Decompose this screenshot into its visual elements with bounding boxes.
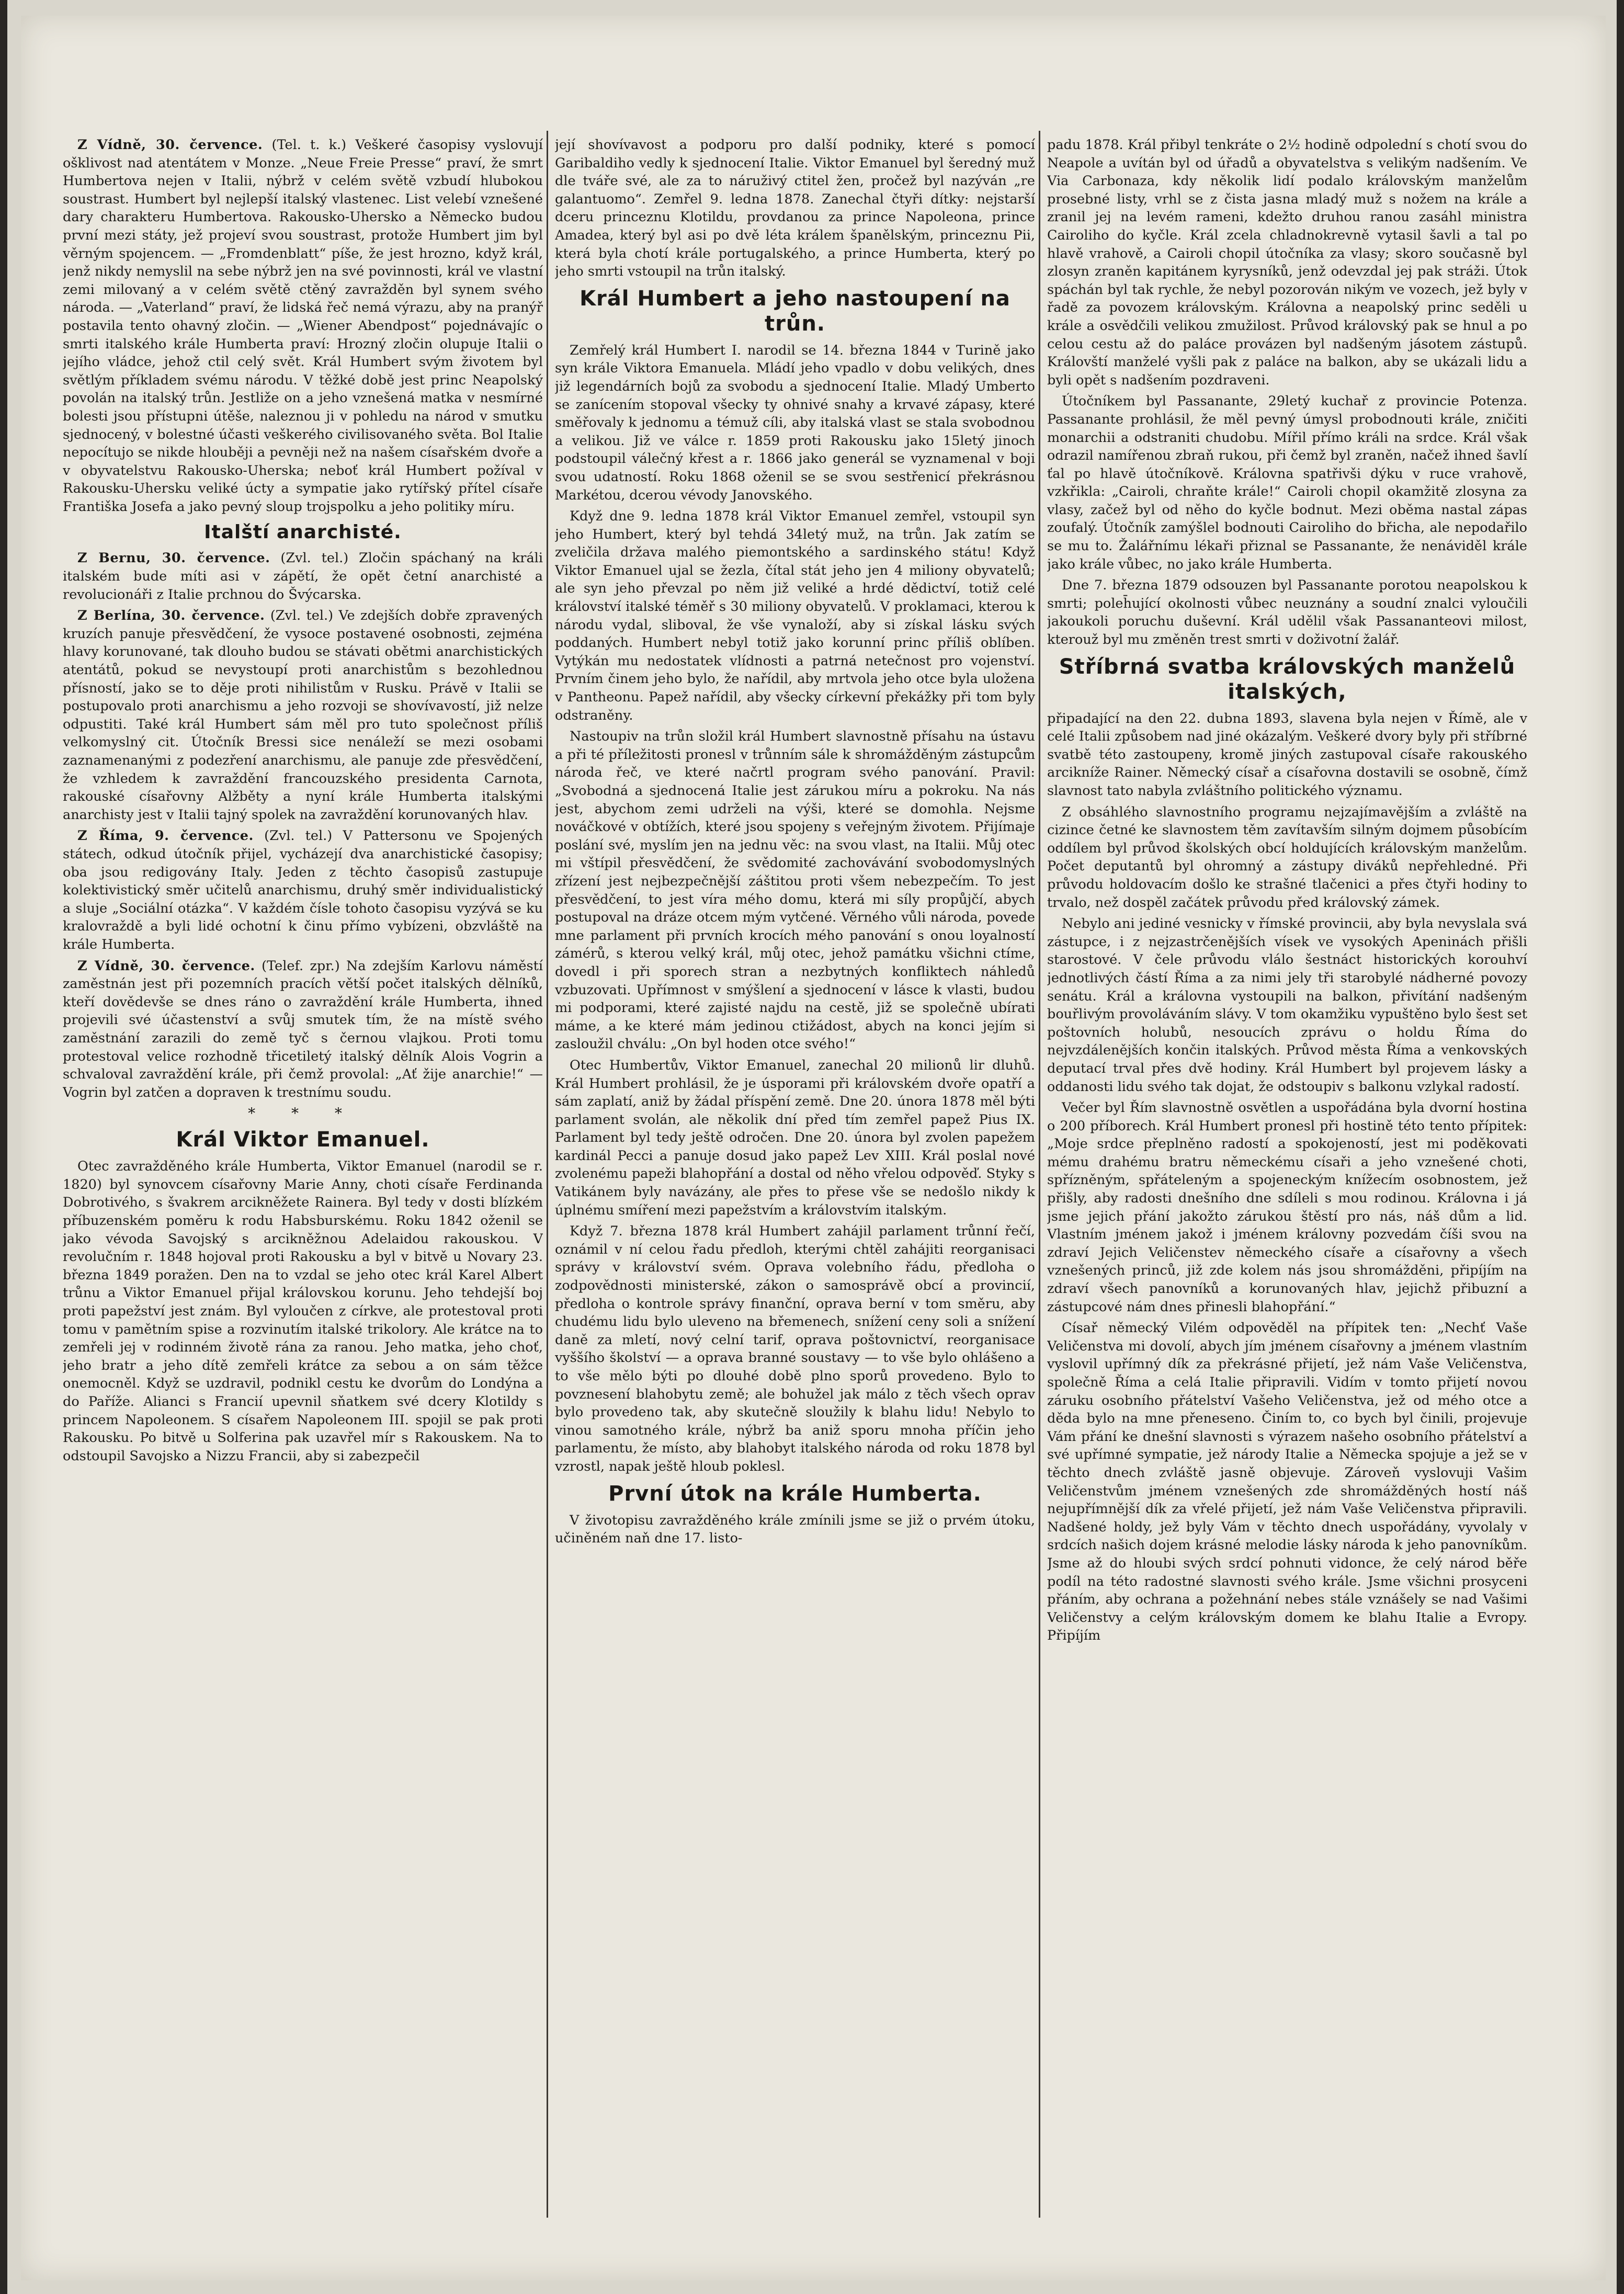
paragraph-text: Útočníkem byl Passanante, 29letý kuchař z provincie Potenza. Passanante prohlásil, že měl pevný úmysl probodnouti krále, zničiti monarchii a odstraniti chudobu. Mířil přímo králi na srdce. Král však odrazil namířenou zbraň rukou, při čemž byl zraněn, načež ihned šavlí ťal po hlavě útočníkově. Královna spatřivši dýku v ruce vrahově, vzkřikla: „Cairoli, chraňte krále!“ Cairoli chopil okamžitě zlosyna za vlasy, začež byl od něho do kyčle bodnut. Mezi oběma nastal zápas zoufalý. Útočník zamýšlel bodnouti Cairoliho do břicha, ale nepodařilo se mu to. Žalářnímu lékaři přiznal se Passanante, že nenáviděl krále jako krále vůbec, no jako krále Humberta. <box>1047 393 1527 572</box>
section-heading: Italští anarchisté. <box>204 521 402 543</box>
section-heading: Král Viktor Emanuel. <box>176 1128 430 1152</box>
article-paragraph <box>555 728 1035 1053</box>
paragraph-text: Otec Humbertův, Viktor Emanuel, zanechal 20 milionů lir dluhů. Král Humbert prohlásil, že je úsporami při královském dvoře opatří a sám zaplatí, aniž by žádal příspění země. Dne 20. února 1878 měl býti parlament svolán, ale několik dní před tím zemřel papež Pius IX. Parlament byl tedy ještě odročen. Dne 20. února byl zvolen papežem kardinál Pecci a panuje dosud jako papež Lev XIII. Král poslal nové zvolenému papeži blahopřání a dostal od něho vřelou odpověď. Styky s Vatikánem byly navázány, ale přes to přese vše se nedošlo nikdy k úplnému smíření mezi papežstvím a královstvím italským. <box>555 1057 1035 1218</box>
dateline: Z Berlína, 30. července. <box>77 608 265 624</box>
article-paragraph <box>1047 915 1527 1096</box>
section-heading: Stříbrná svatba královských manželů italských, <box>1059 654 1516 704</box>
article-columns <box>63 136 1527 2223</box>
paragraph-text: Večer byl Řím slavnostně osvětlen a uspořádána byla dvorní hostina o 200 příborech. Král Humbert pronesl při hostině této tento přípitek: „Moje srdce přeplněno radostí a spokojeností, jest mi poděkovati mému drahému bratru německému císaři a jeho vznešené choti, spřízněným, spřáteleným a spojeneckým knížecím osobnostem, jež přišly, aby radosti dnešního dne sdíleli s mou rodinou. Královna i já jsme jejich přání jakožto zárukou štěstí pro nás, náš dům a lid. Vlastním jménem jakož i jménem královny pozvedám číši svou na zdraví Jejich Veličenstev německého císaře a císařovny a všech vznešených princů, již zde kolem nás jsou shromážděni, připíjím na zdraví všech panovníků a korunovaných hlav, jejichž přibuzní a zástupcové nám dnes přinesli blahopřání.“ <box>1047 1100 1527 1315</box>
article-paragraph <box>63 549 543 604</box>
paragraph-text: její shovívavost a podporu pro další podniky, které s pomocí Garibaldiho vedly k sjednocení Italie. Viktor Emanuel byl šeredný muž dle tváře své, ale za to náruživý ctitel žen, pročež byl nazýván „re galantuomo“. Zemřel 9. ledna 1878. Zanechal čtyři dítky: nejstarší dceru princeznu Klotildu, provdanou za prince Napoleona, prince Amadea, který byl asi po dvě léta králem španělským, princeznu Pii, která byla chotí krále portugalského, a prince Humberta, který po jeho smrti vstoupil na trůn italský. <box>555 137 1035 280</box>
paragraph-text: (Telef. zpr.) Na zdejším Karlovu náměstí zaměstnán jest při pozemních pracích větší počet italských dělníků, kteří dovědevše se dnes ráno o zavraždění krále Humberta, ihned projevili své účastenství a svůj smutek tím, že na místě svého zaměstnání zarazili do země tyč s černou vlajkou. Proti tomu protestoval velice rozhodně třicetiletý italský dělník Alois Vogrin a schvaloval zavraždění krále, při čemž provolal: „Ať žije anarchie!“ — Vogrin byl zatčen a dopraven k trestnímu soudu. <box>63 958 543 1100</box>
dateline: Z Bernu, 30. července. <box>77 550 270 566</box>
article-paragraph <box>555 1512 1035 1548</box>
paragraph-text: padu 1878. Král přibyl tenkráte o 2½ hodině odpolední s chotí svou do Neapole a uvítán byl od úřadů a obyvatelstva s velikým nadšením. Ve Via Carbonaza, kdy několik lidí podalo královským manželům prosebné listy, vrhl se z čista jasna mladý muž s nožem na krále a zranil jej na levém rameni, kdežto druhou ranou zasáhl ministra Cairoliho do kyčle. Král zcela chladnokrevně vytasil šavli a tal po hlavě vrahově, a Cairoli chopil útočníka za vlasy; skoro současně byl zlosyn zraněn kapitánem kyrysníků, jenž odevzdal jej pak stráži. Útok spáchán byl tak rychle, že nebyl pozorován nikým ve vozech, jež byly v řadě za povozem královským. Královna a neapolský princ seděli u krále a osvědčili velikou zmužilost. Průvod královský pak se hnul a po celou cestu až do paláce provázen byl nadšeným jásotem zástupů. Královští manželé vyšli pak z paláce na balkon, aby se ukázali lidu a byli opět s nadšením pozdraveni. <box>1047 137 1527 388</box>
paragraph-text: (Zvl. tel.) Zločin spáchaný na králi italském bude míti asi v zápětí, že opět četní anarchisté a revolucionáři z Italie prchnou do Švýcarska. <box>63 550 543 603</box>
article-paragraph <box>555 136 1035 281</box>
paragraph-text: Otec zavražděného krále Humberta, Viktor Emanuel (narodil se r. 1820) byl synovcem císařovny Marie Anny, choti císaře Ferdinanda Dobrotivého, s švakrem arcikněžete Rainera. Byl tedy v dosti blízkém příbuzenském poměru k rodu Habsburskému. Roku 1842 oženil se jako vévoda Savojský s arcikněžnou Adelaidou rakouskou. V revolučním r. 1848 hojoval proti Rakousku a byl v bitvě u Novary 23. března 1849 poražen. Den na to vzdal se jeho otec král Karel Albert trůnu a Viktor Emanuel přijal královskou korunu. Jeho tehdejší boj proti papežství jest znám. Byl vyloučen z církve, ale protestoval proti tomu v pamětním spise a rozvinutím italské trikolory. Ale krátce na to zemřeli jej v rodinném životě rána za ranou. Jeho matka, jeho choť, jeho bratr a jeho dítě zemřeli krátce za sebou a on sám těžce onemocněl. Když se uzdravil, podnikl cestu ke dvorům do Londýna a do Paříže. Alianci s Francií upevnil sňatkem své dcery Klotildy s princem Napoleonem. S císařem Napoleonem III. spojil se pak proti Rakousku. Po bitvě u Solferina pak uzavřel mír s Rakouskem. Na to odstoupil Savojsko a Nizzu Francii, aby si zabezpečil <box>63 1159 543 1464</box>
paragraph-text: Když dne 9. ledna 1878 král Viktor Emanuel zemřel, vstoupil syn jeho Humbert, který byl tehdá 34letý muž, na trůn. Jak zatím se zveličila država malého piemontského a sardinského státu! Když Viktor Emanuel ujal se žezla, čítal stát jeho jen 4 miliony obyvatelů; ale syn jeho převzal po něm již veliké a hrdé dědictví, totiž celé království italské téměř s 30 miliony obyvatelů. V proklamaci, kterou k národu vydal, sliboval, že vše vynaloží, aby si získal lásku svých poddaných. Humbert nebyl totiž jako korunní princ příliš oblíben. Vytýkán mu nedostatek vlídnosti a patrná netečnost pro vojenství. Prvním činem jeho bylo, že nařídil, aby mrtvola jeho otce byla uložena v Pantheonu. Papež nařídil, aby všecky církevní překážky při tom byly odstraněny. <box>555 508 1035 723</box>
article-paragraph <box>63 827 543 953</box>
paragraph-text: (Zvl. tel.) Ve zdejších dobře zpravených kruzích panuje přesvědčení, že vysoce postavené osobnosti, zejména hlavy korunované, tak dlouho budou se stávati obětmi anarchistických atentátů, pokud se nevystoupí proti anarchistům s bezohlednou přísností, jako se to děje proti nihilistům v Rusku. Právě v Italii se postupovalo proti anarchismu a jeho rozvoji se shovívavostí, již nelze odpustiti. Také král Humbert sám měl pro tuto společnost příliš velkomyslný cit. Útočník Bressi sice nenáleží se mezi osobami zaznamenanými z podezření anarchismu, ale panuje zde přesvědčení, že vzhledem k zavraždění francouzského presidenta Carnota, rakouské císařovny Alžběty a nyní krále Humberta italskými anarchisty jest v Italii tajný spolek na zavraždění korunovaných hlav. <box>63 608 543 823</box>
article-paragraph <box>1047 1319 1527 1645</box>
section-heading: Král Humbert a jeho nastoupení na trůn. <box>580 286 1010 336</box>
article-paragraph <box>555 1057 1035 1219</box>
article-paragraph <box>1047 1099 1527 1316</box>
paragraph-text: Nebylo ani jediné vesnicky v římské provincii, aby byla nevyslala svá zástupce, i z nejzastrčenějších vísek ve vysokých Apeninách přišli starostové. V čele průvodu vlálo šestnáct historických korouhví jednotlivých částí Říma a za nimi jely tři starobylé nádherné povozy senátu. Král a královna vystoupili na balkon, přivítání nadšeným bouřlivým provoláváním slávy. V tom okamžiku vypuštěno bylo šest set poštovních holubů, nesoucích zprávu o holdu Říma do nejvzdálenějších končin italských. Průvod města Říma a venkovských deputací trval přes dvě hodiny. Král Humbert byl projevem lásky a oddanosti lidu svého tak dojat, že odstoupiv s balkonu vzlykal radostí. <box>1047 916 1527 1095</box>
article-paragraph <box>63 1157 543 1465</box>
article-paragraph <box>63 136 543 516</box>
article-paragraph <box>555 342 1035 504</box>
column-2 <box>555 136 1035 2223</box>
section-heading: První útok na krále Humberta. <box>608 1481 982 1506</box>
article-paragraph <box>1047 710 1527 800</box>
dateline: Z Vídně, 30. července. <box>77 137 263 153</box>
dateline: Z Říma, 9. července. <box>77 828 254 844</box>
paragraph-text: Nastoupiv na trůn složil král Humbert slavnostně přísahu na ústavu a při té příležitosti pronesl v trůnním sále k shromážděným zástupcům národa řeč, ve které načrtl program svého panování. Pravil: „Svobodná a sjednocená Italie jest zárukou míru a pokroku. Na nás jest, abychom zemi udrželi na výši, které se domohla. Nejsme nováčkové v obtížích, které jsou spojeny s veřejným životem. Přijímaje poslání své, myslím jen na jednu věc: na svou vlast, na Italii. Můj otec mi vštípil přesvědčení, že svědomité zachovávání svobodomyslných zřízení jest nejbezpečnější záštitou proti všem nebezpečím. To jest přesvědčení, to jest víra mého domu, která mi síly propůjčí, abych postupoval na dráze otcem mým vytčené. Věrného vůli národa, povede mne parlament při prvních krocích mého panování s onou loyalností zámérů, s kterou velký král, můj otec, jehož památku všichni ctíme, dovedl i při sporech stran a nezbytných konfliktech náhledů vzbuzovati. Upřímnost v smýšlení a sjednocení v lásce k vlasti, budou mi podporami, které zajisté najdu na cestě, již se společně ubírati máme, a ke které mám jedinou ctižádost, abych na konci jejím si zasloužil chválu: „On byl hoden otce svého!“ <box>555 729 1035 1052</box>
paragraph-text: V životopisu zavražděného krále zmínili jsme se již o prvém útoku, učiněném naň dne 17. listo- <box>555 1512 1035 1547</box>
article-paragraph <box>1047 576 1527 649</box>
section-divider-stars: * * * <box>248 1105 358 1122</box>
dateline: Z Vídně, 30. července. <box>77 958 255 974</box>
column-3 <box>1047 136 1527 2223</box>
article-paragraph <box>63 607 543 824</box>
article-paragraph <box>1047 392 1527 573</box>
paragraph-text: připadající na den 22. dubna 1893, slavena byla nejen v Římě, ale v celé Italii způsobem nad jiné okázalým. Veškeré dvory byly při stříbrné svatbě této zastoupeny, kromě jiných zastupoval císaře rakouského arcikníže Rainer. Německý císař a císařovna dostavili se osobně, čímž slavnost tato nabyla zvláštního politického významu. <box>1047 710 1527 799</box>
article-paragraph <box>63 957 543 1102</box>
right-binding-edge <box>1617 0 1624 2294</box>
column-1 <box>63 136 543 2223</box>
paragraph-text: Zemřelý král Humbert I. narodil se 14. března 1844 v Turině jako syn krále Viktora Emanuela. Mládí jeho vpadlo v dobu velikých, dnes již legendárních bojů za svobodu a sjednocení Italie. Mladý Umberto se zanícením stopoval všecky ty ohnivé snahy a krvavé zápasy, které směřovaly k jednomu a témuž cíli, aby italská vlast se stala svobodnou a velikou. Již ve válce r. 1859 proti Rakousku jako 15letý jinoch podstoupil válečný křest a r. 1866 jako generál se vyznamenal v boji svou udatností. Roku 1868 oženil se se svou sestřenicí překrásnou Markétou, dcerou vévody Janovského. <box>555 342 1035 503</box>
paragraph-text: (Tel. t. k.) Veškeré časopisy vyslovují ošklivost nad atentátem v Monze. „Neue Freie Presse“ praví, že smrt Humbertova nejen v Italii, nýbrž v celém světě vzbudí hlubokou soustrast. Humbert byl nejlepší italský vlastenec. List velebí vznešené dary charakteru Humbertova. Rakousko-Uhersko a Německo budou první mezi státy, jež projeví svou soustrast, protože Humbert jim byl věrným spojencem. — „Fromdenblatt“ píše, že jest hrozno, když král, jenž nikdy nemyslil na sebe nýbrž jen na své povinnosti, král ve vlastní zemi milovaný a v celém světě ctěný zavražděn byl synem svého národa. — „Vaterland“ praví, že lidská řeč nemá výrazu, aby na pranýř postavila tento ohavný zločin. — „Wiener Abendpost“ pojednávajíc o smrti italského krále Humberta praví: Hrozný zločin olupuje Italii o jejího vládce, jehož ctil celý svět. Král Humbert svým životem byl světlým příkladem svému národu. V těžké době jest princ Neapolský povolán na italský trůn. Jestliže on a jeho vznešená matka v nesmírné bolesti jsou přístupni útěše, naleznou ji v pohledu na národ v smutku sjednocený, v bolestné účasti veškerého civilisovaného světa. Bol Italie nepocítujo se nikde hlouběji a pevněji než na našem císařském dvoře a v obyvatelstvu Rakousko-Uherska; neboť král Humbert požíval v Rakousku-Uhersku veliké úcty a sympatie jako rytířský přítel císaře Františka Josefa a jako pevný sloup trojspolku a jeho politiky míru. <box>63 137 543 515</box>
paragraph-text: Císař německý Vilém odpověděl na přípitek ten: „Nechť Vaše Veličenstva mi dovolí, abych jím jménem císařovny a jménem vlastním vyslovil upřímný dík za překrásné přijetí, jež nám Vaše Veličenstva, společně Říma a celá Italie připravili. Vidím v tomto přijetí novou záruku osobního přátelství Vašeho Veličenstva, jež od mého otce a děda bylo na mne přeneseno. Činím to, co bych byl činili, projevuje Vám přání ke dnešní slavnosti s výrazem našeho osobního přátelství a své upřímné sympatie, jež národy Italie a Německa spojuje a jež se v těchto dnech zvláště jasně objevuje. Zároveň vyslovuji Vašim Veličenstvům jménem vznešených zde shromážděných hostí náš nejupřímnější dík za vřelé přijetí, jež nám Vaše Veličenstva připravili. Nadšené holdy, jež byly Vám v těchto dnech uspořádány, vyvolaly v srdcích našich dojem krásné melodie lásky národa k jeho panovníkům. Jsme až do hloubi svých srdcí pohnuti vidonce, že celý národ běře podíl na této radostné slavnosti svého krále. Jsme všichni prosyceni přáním, aby ochrana a požehnání nebes stále vznášely se nad Vašimi Veličenstvy a celým královským domem ke blahu Italie a Evropy. Připíjím <box>1047 1320 1527 1644</box>
paragraph-text: Z obsáhlého slavnostního programu nejzajímavějším a zvláště na cizince četné ke slavnostem těm zavítavším silným dojmem působícím oddílem byl průvod školských obcí holdujících královským manželům. Počet deputantů byl ohromný a zástupy diváků nepřehledné. Při průvodu holdovacím došlo ke strašné tlačenici a přes čtyři hodiny to trvalo, než dospěl začátek průvodu před královský zámek. <box>1047 804 1527 911</box>
article-paragraph <box>1047 136 1527 389</box>
paragraph-text: Dne 7. března 1879 odsouzen byl Passanante porotou neapolskou k smrti; poleh̄ující okolnosti vůbec neuznány a soudní znalci vyloučili jakoukoli poruchu duševní. Král udělil však Passananteovi milost, kterouž byl mu změněn trest smrti v doživotní žalář. <box>1047 577 1527 648</box>
article-paragraph <box>555 507 1035 724</box>
left-binding-edge <box>0 0 7 2294</box>
paragraph-text: (Zvl. tel.) V Pattersonu ve Spojených státech, odkud útočník přijel, vycházejí dva anarchistické časopisy; oba jsou redigovány Italy. Jeden z těchto časopisů zastupuje kolektivistický směr učitelů anarchismu, druhý směr individualistický a sluje „Sociální otázka“. V každém čísle tohoto časopisu vyzývá se ku kralovraždě a byli lidé ochotní k činu přímo vybízeni, obzvláště na krále Humberta. <box>63 828 543 952</box>
article-paragraph <box>1047 803 1527 912</box>
article-paragraph <box>555 1222 1035 1475</box>
paragraph-text: Když 7. března 1878 král Humbert zahájil parlament trůnní řečí, oznámil v ní celou řadu předloh, kterými chtěl zahájiti reorganisaci správy v království svém. Oprava volebního řádu, předloha o zodpovědnosti ministerské, zákon o samosprávě obcí a provincií, předloha o kontrole správy finanční, oprava berní v tom směru, aby chudému lidu bylo uleveno na břemenech, snížení ceny soli a snížení daně za mletí, nový celní tarif, oprava poštovnictví, reorganisace vyššího školství — a oprava branné soustavy — to vše bylo ohlášeno a to vše mělo býti po dlouhé době plno sporů provedeno. Bylo to povznesení blahobytu země; ale bohužel jak málo z těch všech oprav bylo provedeno tak, aby skutečně sloužily k blahu lidu! Nebylo to vinou samotného krále, nýbrž ba aniž sporu mnoha příčin jeho parlamentu, že místo, aby blahobyt italského národa od roku 1878 byl vzrostl, napak ještě hloub poklesl. <box>555 1223 1035 1474</box>
